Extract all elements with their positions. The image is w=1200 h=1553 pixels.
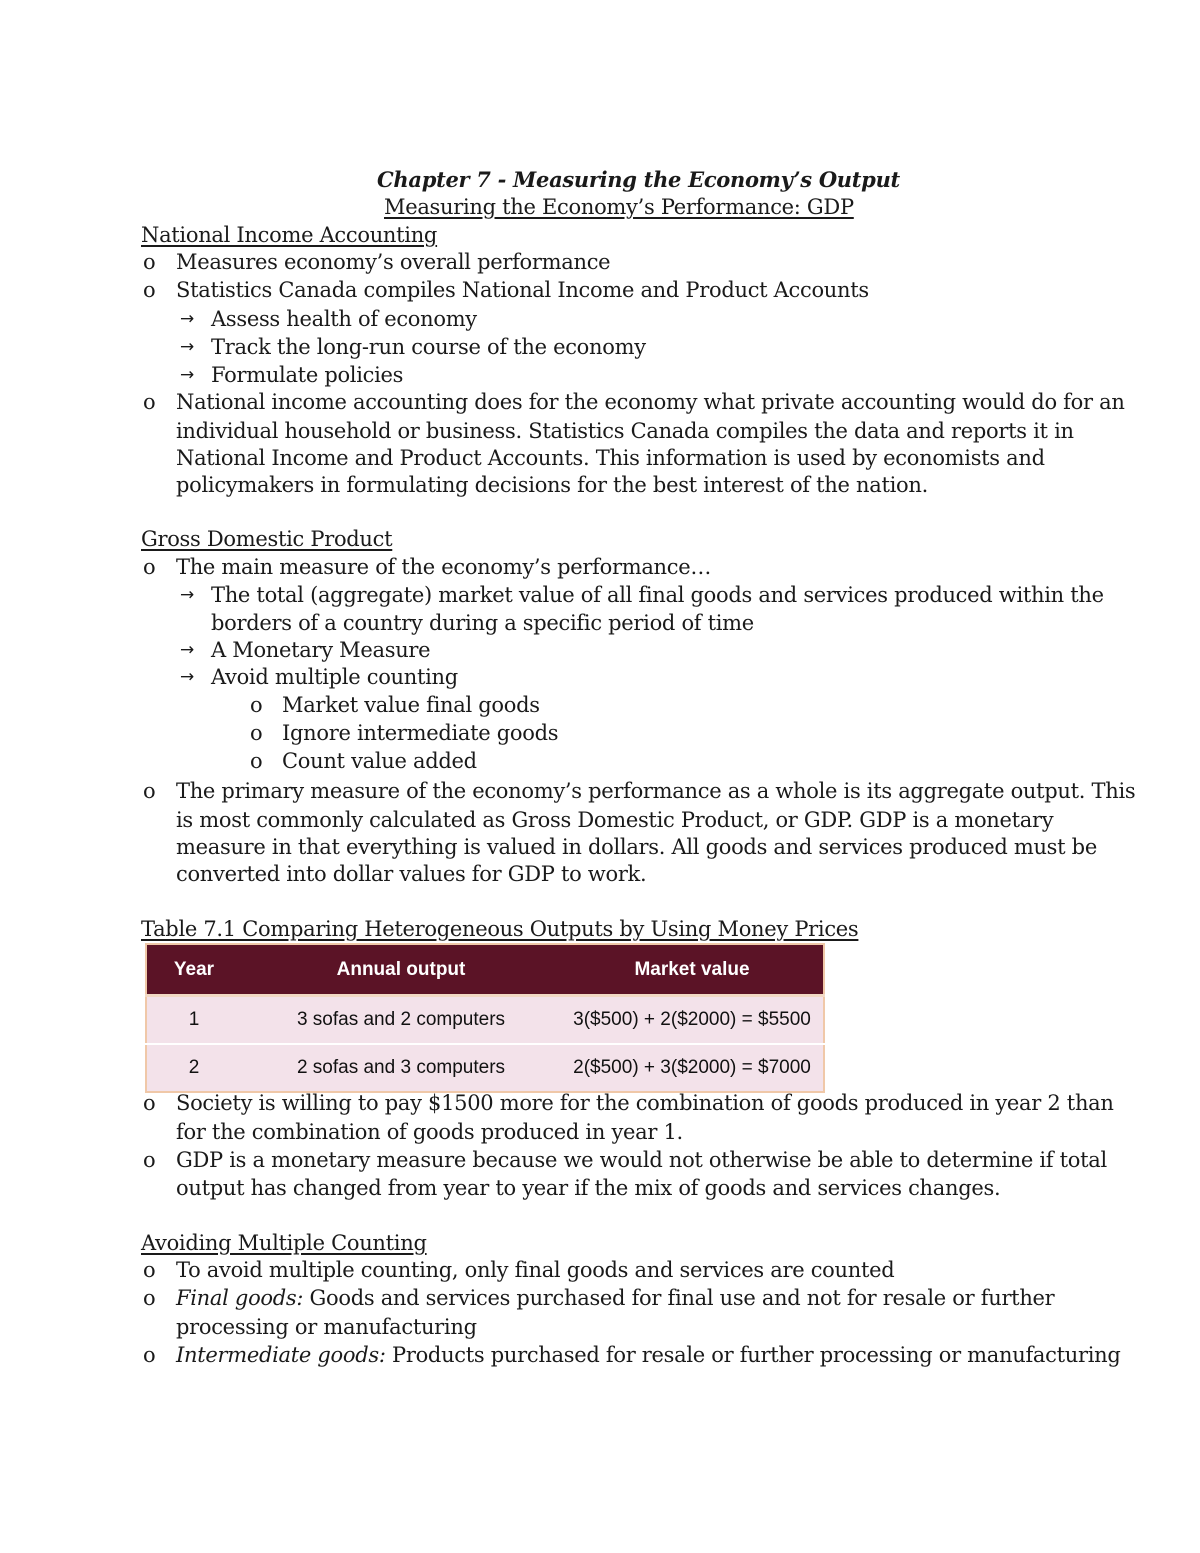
arrow-icon: →	[180, 640, 195, 660]
bullet-text: GDP is a monetary measure because we would not otherwise be able to determine if total	[176, 1148, 1107, 1172]
bullet-marker: o	[143, 1343, 156, 1367]
bullet-text: Measures economy’s overall performance	[176, 250, 611, 274]
definition-text: Products purchased for resale or further processing or manufacturing	[392, 1343, 1121, 1367]
sub-bullet-text: The total (aggregate) market value of all final goods and services produced within the	[211, 583, 1104, 607]
bullet-text: output has changed from year to year if the mix of goods and services changes.	[176, 1176, 1001, 1200]
heading-avoiding-multiple-counting: Avoiding Multiple Counting	[141, 1231, 427, 1255]
paragraph-line: measure in that everything is valued in dollars. All goods and services produced must be	[176, 835, 1097, 859]
definition-continuation: processing or manufacturing	[176, 1315, 477, 1339]
heading-gdp: Gross Domestic Product	[141, 527, 393, 551]
section-subtitle: Measuring the Economy’s Performance: GDP	[384, 195, 854, 219]
paragraph-line: policymakers in formulating decisions for the best interest of the nation.	[176, 473, 928, 497]
column-header: Market value	[561, 944, 824, 996]
bullet-marker: o	[143, 555, 156, 579]
bullet-text: The main measure of the economy’s performance…	[176, 555, 712, 579]
term-intermediate-goods: Intermediate goods:	[176, 1343, 386, 1367]
table-caption: Table 7.1 Comparing Heterogeneous Outputs by Using Money Prices	[141, 917, 859, 941]
arrow-icon: →	[180, 365, 195, 385]
sub-bullet-text: Assess health of economy	[211, 307, 477, 331]
arrow-icon: →	[180, 585, 195, 605]
bullet-marker: o	[143, 1148, 156, 1172]
sub-bullet-text: Track the long-run course of the economy	[211, 335, 646, 359]
definition-line	[176, 1284, 1054, 1312]
bullet-marker: o	[143, 250, 156, 274]
term-final-goods: Final goods:	[176, 1286, 304, 1310]
sub-bullet-text: A Monetary Measure	[211, 638, 431, 662]
bullet-marker: o	[250, 693, 263, 717]
table-cell: 3 sofas and 2 computers	[241, 996, 561, 1045]
bullet-text: Statistics Canada compiles National Income and Product Accounts	[176, 278, 869, 302]
table-cell: 2	[146, 1044, 241, 1092]
sub-sub-bullet-text: Count value added	[282, 749, 477, 773]
table-header-row	[146, 944, 824, 996]
table-cell: 3($500) + 2($2000) = $5500	[561, 996, 824, 1045]
table-cell: 1	[146, 996, 241, 1045]
sub-sub-bullet-text: Ignore intermediate goods	[282, 721, 559, 745]
comparison-table	[145, 943, 825, 1093]
bullet-marker: o	[143, 1258, 156, 1282]
heading-national-income: National Income Accounting	[141, 223, 438, 247]
bullet-marker: o	[143, 1091, 156, 1115]
sub-sub-bullet-text: Market value final goods	[282, 693, 540, 717]
paragraph-line: The primary measure of the economy’s performance as a whole is its aggregate output. This	[176, 779, 1136, 803]
definition-text: Goods and services purchased for final use and not for resale or further	[309, 1286, 1055, 1310]
sub-bullet-text: Formulate policies	[211, 363, 404, 387]
paragraph-line: National income accounting does for the economy what private accounting would do for an	[176, 390, 1125, 414]
paragraph-line: individual household or business. Statistics Canada compiles the data and reports it in	[176, 419, 1074, 443]
table-cell: 2($500) + 3($2000) = $7000	[561, 1044, 824, 1092]
bullet-marker: o	[143, 779, 156, 803]
column-header: Annual output	[241, 944, 561, 996]
bullet-text: for the combination of goods produced in year 1.	[176, 1120, 683, 1144]
paragraph-line: is most commonly calculated as Gross Domestic Product, or GDP. GDP is a monetary	[176, 808, 1054, 832]
table-row	[146, 996, 824, 1045]
arrow-icon: →	[180, 309, 195, 329]
bullet-marker: o	[143, 1286, 156, 1310]
table-cell: 2 sofas and 3 computers	[241, 1044, 561, 1092]
definition-line	[176, 1341, 1121, 1369]
paragraph-line: converted into dollar values for GDP to work.	[176, 862, 647, 886]
bullet-marker: o	[250, 721, 263, 745]
column-header: Year	[146, 944, 241, 996]
bullet-text: To avoid multiple counting, only final goods and services are counted	[176, 1258, 895, 1282]
chapter-title: Chapter 7 - Measuring the Economy’s Output	[377, 167, 900, 192]
sub-bullet-text: borders of a country during a specific period of time	[211, 611, 754, 635]
arrow-icon: →	[180, 337, 195, 357]
arrow-icon: →	[180, 667, 195, 687]
paragraph-line: National Income and Product Accounts. This information is used by economists and	[176, 446, 1045, 470]
sub-bullet-text: Avoid multiple counting	[211, 665, 458, 689]
bullet-marker: o	[143, 278, 156, 302]
bullet-marker: o	[250, 749, 263, 773]
bullet-text: Society is willing to pay $1500 more for the combination of goods produced in year 2 than	[176, 1091, 1114, 1115]
bullet-marker: o	[143, 390, 156, 414]
table-row	[146, 1044, 824, 1092]
